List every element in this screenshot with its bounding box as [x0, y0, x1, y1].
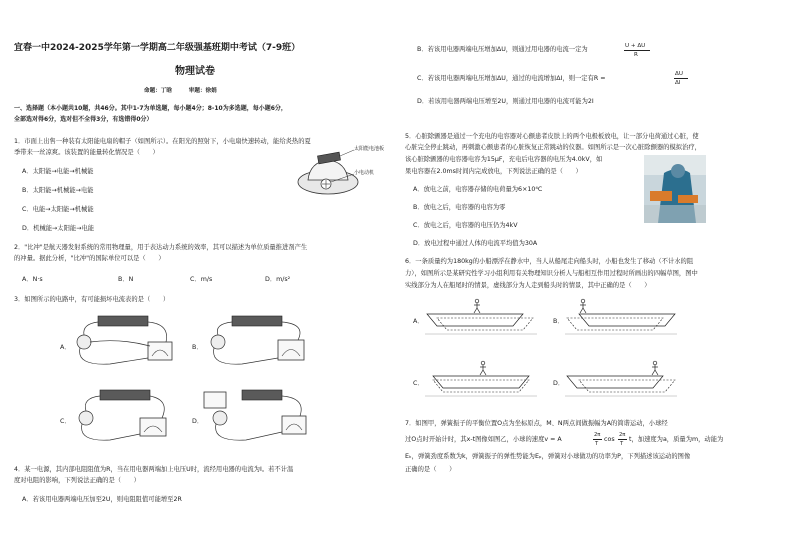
- q1-option-a[interactable]: A．太阳能→电能→机械能: [22, 168, 94, 175]
- q6-option-a-label[interactable]: A．: [413, 318, 424, 325]
- q7-frac1-num: 2π: [594, 432, 601, 438]
- q6-boat-sketch-b: [565, 296, 677, 336]
- circuit-b-drawing: [202, 312, 314, 370]
- circuit-c-drawing: [70, 386, 182, 444]
- q7-cos: cos: [604, 436, 615, 443]
- boat-sketch-b-drawing: [565, 296, 677, 336]
- q6-boat-sketch-c: [425, 358, 537, 398]
- q3-circuit-a: [70, 312, 182, 370]
- q6-stem-line2: 力），如图所示是某研究性学习小组利用有关物理知识分析人与船相互作用过程时所画出的四幅草图，图中: [405, 270, 698, 277]
- q6-boat-sketch-d: [565, 358, 677, 398]
- q4-option-c[interactable]: C．若该用电器两端电压增加ΔU，通过的电流增加ΔI，则一定有R =: [417, 75, 606, 82]
- exam-subtitle: 物理试卷: [175, 66, 215, 77]
- q6-stem-line3: 实线部分为人在船尾时的情景，虚线部分为人走到船头时的情景，其中正确的是（ ）: [405, 282, 651, 289]
- q3-option-d-label[interactable]: D．: [192, 418, 204, 425]
- circuit-d-drawing: [202, 386, 314, 444]
- q2-option-a[interactable]: A．N·s: [22, 276, 43, 283]
- q4-option-b-denominator: R: [634, 52, 638, 58]
- q3-option-c-label[interactable]: C．: [60, 418, 71, 425]
- defibrillator-photo-drawing: [644, 155, 706, 223]
- q3-option-a-label[interactable]: A．: [60, 344, 71, 351]
- q3-option-b-label[interactable]: B．: [192, 344, 203, 351]
- q5-stem-line2: 心脏完全停止跳动，再刺激心颤患者的心脏恢复正常跳动的仪器。如图所示是一次心脏除颤器的模拟治疗，: [405, 144, 701, 151]
- q6-option-d-label[interactable]: D．: [553, 380, 565, 387]
- q1-option-c[interactable]: C．电能→太阳能→机械能: [22, 206, 94, 213]
- q3-circuit-b: [202, 312, 314, 370]
- defibrillator-photo: [644, 155, 706, 223]
- q7-stem-line4: 正确的是（ ）: [405, 466, 456, 473]
- q4-option-c-denominator: ΔI: [675, 80, 681, 86]
- q7-frac1-den: T: [595, 441, 599, 447]
- q1-option-b[interactable]: B．太阳能→机械能→电能: [22, 187, 94, 194]
- circuit-a-drawing: [70, 312, 182, 370]
- q7-stem-line2-post: t，加速度为a，质量为m，动能为: [629, 436, 724, 443]
- q3-stem: 3．如图所示的电路中，有可能损坏电流表的是（ ）: [14, 296, 170, 303]
- q1-option-d[interactable]: D．机械能→太阳能→电能: [22, 225, 95, 232]
- q2-option-b[interactable]: B．N: [118, 276, 134, 283]
- q7-stem-line1: 7．如图甲，弹簧振子的平衡位置O点为坐标原点，M、N两点间做振幅为A的简谐运动，小球经: [405, 420, 668, 427]
- exam-title: 宜春一中2024-2025学年第一学期高二年级强基班期中考试（7-9班）: [14, 43, 301, 53]
- solar-panel-label: 太阳能电池板: [354, 146, 385, 152]
- right-column: [397, 0, 794, 549]
- q5-option-a[interactable]: A．放电之前，电容器存储的电荷量为6×10⁴C: [413, 186, 543, 193]
- q5-stem-line4: 果电容器在2.0ms时间内完成放电，下列说法正确的是（ ）: [405, 168, 582, 175]
- q2-stem-line2: 的冲量。据此分析，"比冲"的国际单位可以是（ ）: [14, 255, 165, 262]
- q2-stem-line1: 2．"比冲"是航天器发射系统的常用物理量，用于表达动力系统的效率，其可以描述为单位质量推进剂产生: [14, 244, 308, 251]
- q4-stem-line2: 度对电阻的影响，下列说法正确的是（ ）: [14, 477, 140, 484]
- q4-option-a[interactable]: A．若该用电器两端电压加至2U，则电阻阻值可能增至2R: [22, 496, 182, 503]
- boat-sketch-d-drawing: [565, 358, 677, 398]
- small-motor-label: 小电动机: [354, 170, 375, 176]
- q7-frac2-num: 2π: [619, 432, 626, 438]
- q3-circuit-d: [202, 386, 314, 444]
- section1-heading-line1: 一、选择题（本小题共10题，共46分。其中1-7为单选题，每小题4分；8-10为多选题，每小题6分，: [14, 105, 287, 112]
- q1-stem-line1: 1．市面上出售一种装有太阳能电扇的帽子（如图所示）。在阳光的照射下，小电扇快速转动，能给炎热的夏: [14, 138, 311, 145]
- solar-hat-figure: [296, 140, 386, 200]
- q5-option-d[interactable]: D．放电过程中通过人体的电流平均值为30A: [413, 240, 538, 247]
- q4-option-d[interactable]: D．若该用电器两端电压增至2U，则通过用电器的电流可能为2I: [417, 98, 594, 105]
- authors-line: 命题：丁晗 审题：徐娟: [144, 88, 217, 94]
- q4-option-c-numerator: ΔU: [675, 71, 683, 77]
- q7-frac2-den: T: [620, 441, 624, 447]
- boat-sketch-a-drawing: [425, 296, 537, 336]
- q6-option-b-label[interactable]: B．: [553, 318, 564, 325]
- q2-option-c[interactable]: C．m/s: [190, 276, 213, 283]
- q2-option-d[interactable]: D．m/s²: [265, 276, 291, 283]
- q4-option-b-numerator: U + ΔU: [625, 43, 646, 49]
- q5-stem-line1: 5．心脏除颤器是通过一个充电的电容器对心颤患者皮肤上的两个电极板放电，让一部分电荷通过心脏，使: [405, 133, 699, 140]
- q5-option-c[interactable]: C．放电之后，电容器的电压仍为4kV: [413, 222, 518, 229]
- q3-circuit-c: [70, 386, 182, 444]
- q4-stem-line1: 4．某一电源，其内部电阻阻值为R，当在用电器两端加上电压U时，流经用电器的电流为I。若不计温: [14, 466, 294, 473]
- section1-heading-line2: 全部选对得6分，选对但不全得3分，有选错得0分）: [14, 116, 153, 123]
- q7-stem-line2: 过O点时开始计时，其x-t图像如图乙，小球的速度v = A: [405, 436, 562, 443]
- q5-stem-line3: 该心脏除颤器的电容器电容为15μF，充电后电容器的电压为4.0kV，如: [405, 156, 603, 163]
- q7-stem-line3: Eₖ，弹簧劲度系数为k，弹簧振子的弹性势能为Eₚ，弹簧对小球做功的功率为P，下列描述该运动的图像: [405, 453, 691, 460]
- q6-boat-sketch-a: [425, 296, 537, 336]
- q6-option-c-label[interactable]: C．: [413, 380, 424, 387]
- q6-stem-line1: 6．一条质量约为180kg的小船漂浮在静水中，当人从船尾走向船头时，小船也发生了移动（不计水的阻: [405, 258, 694, 265]
- q5-option-b[interactable]: B．放电之后，电容器的电容为零: [413, 204, 506, 211]
- q1-stem-line2: 季带来一丝凉爽。该装置的能量转化情况是（ ）: [14, 149, 159, 156]
- q4-option-b[interactable]: B．若该用电器两端电压增加ΔU，则通过用电器的电流一定为: [417, 46, 588, 53]
- boat-sketch-c-drawing: [425, 358, 537, 398]
